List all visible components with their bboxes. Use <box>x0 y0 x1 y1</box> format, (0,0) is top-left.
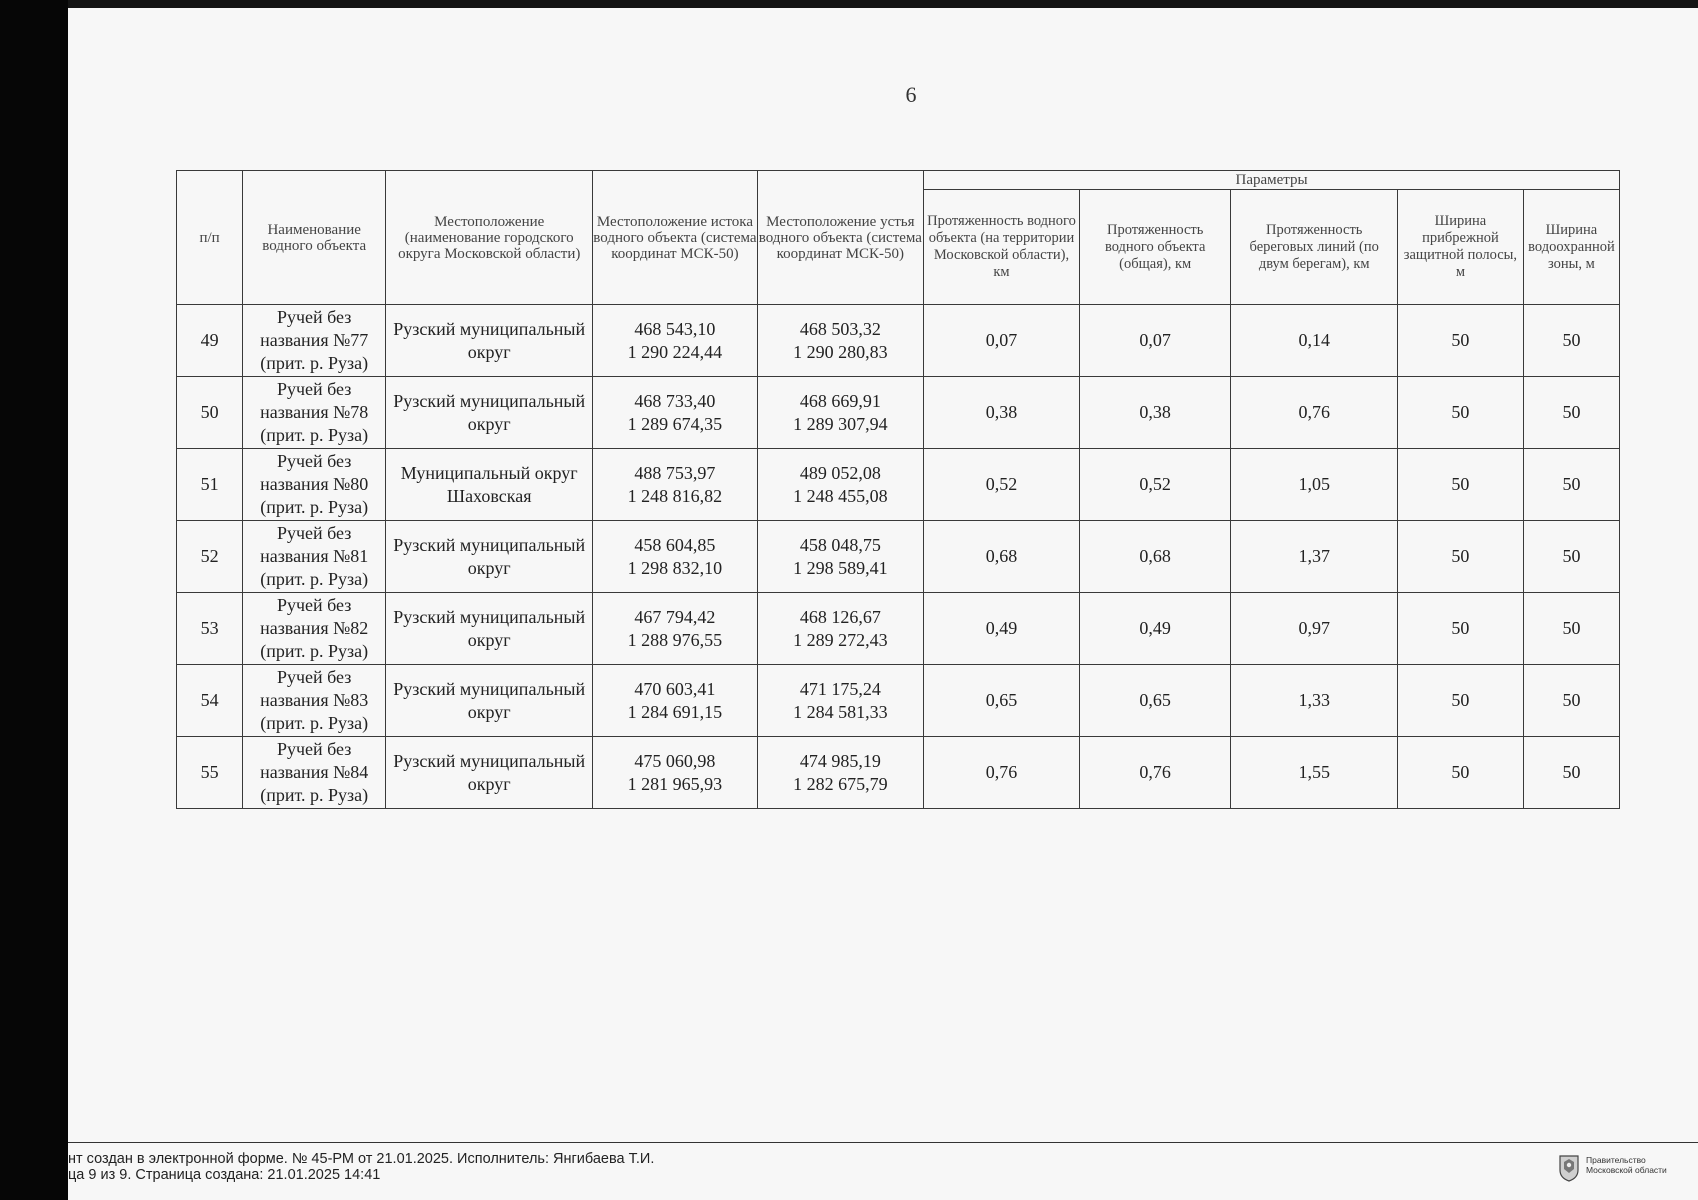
row-number: 54 <box>177 665 243 737</box>
source-y: 1 288 976,55 <box>627 629 723 650</box>
source-coordinates <box>593 593 757 665</box>
water-object-name: Ручей без названия №81 (прит. р. Руза) <box>243 521 386 593</box>
mouth-coordinates <box>757 377 924 449</box>
mouth-y: 1 282 675,79 <box>793 773 888 794</box>
header-name: Наименование водного объекта <box>243 171 386 305</box>
mouth-x: 468 503,32 <box>799 318 881 339</box>
length-total: 0,76 <box>1079 737 1231 809</box>
mouth-coordinates <box>757 449 924 521</box>
source-coordinates <box>593 449 757 521</box>
buffer-width: 50 <box>1397 593 1523 665</box>
length-mo: 0,07 <box>924 305 1080 377</box>
header-parameters-group: Параметры <box>924 171 1620 190</box>
zone-width: 50 <box>1523 305 1619 377</box>
header-zone-width: Ширина водоохранной зоны, м <box>1523 190 1619 305</box>
header-shore-length: Протяженность береговых линий (по двум берегам), км <box>1231 190 1398 305</box>
length-mo: 0,38 <box>924 377 1080 449</box>
water-object-name: Ручей без названия №80 (прит. р. Руза) <box>243 449 386 521</box>
mouth-y: 1 298 589,41 <box>793 557 888 578</box>
mouth-x: 458 048,75 <box>799 534 881 555</box>
zone-width: 50 <box>1523 377 1619 449</box>
source-x: 488 753,97 <box>634 462 716 483</box>
scan-top-edge <box>0 0 1698 8</box>
length-mo: 0,76 <box>924 737 1080 809</box>
length-total: 0,52 <box>1079 449 1231 521</box>
water-object-name: Ручей без названия №77 (прит. р. Руза) <box>243 305 386 377</box>
source-coordinates <box>593 521 757 593</box>
source-coordinates <box>593 305 757 377</box>
water-object-name: Ручей без названия №78 (прит. р. Руза) <box>243 377 386 449</box>
footer-metadata <box>68 1151 1368 1183</box>
header-source: Местоположение истока водного объекта (система координат МСК-50) <box>593 171 757 305</box>
shore-length: 1,37 <box>1231 521 1398 593</box>
municipality: Рузский муниципальный округ <box>386 665 593 737</box>
zone-width: 50 <box>1523 593 1619 665</box>
source-y: 1 284 691,15 <box>627 701 723 722</box>
source-y: 1 281 965,93 <box>627 773 723 794</box>
length-total: 0,65 <box>1079 665 1231 737</box>
length-mo: 0,65 <box>924 665 1080 737</box>
row-number: 50 <box>177 377 243 449</box>
mouth-x: 468 126,67 <box>799 606 881 627</box>
source-x: 468 733,40 <box>634 390 716 411</box>
mouth-coordinates <box>757 665 924 737</box>
buffer-width: 50 <box>1397 665 1523 737</box>
table-row <box>177 593 1620 665</box>
water-object-name: Ручей без названия №82 (прит. р. Руза) <box>243 593 386 665</box>
shore-length: 1,33 <box>1231 665 1398 737</box>
municipality: Рузский муниципальный округ <box>386 377 593 449</box>
table-row <box>177 449 1620 521</box>
mouth-x: 474 985,19 <box>799 750 881 771</box>
row-number: 53 <box>177 593 243 665</box>
shore-length: 0,14 <box>1231 305 1398 377</box>
zone-width: 50 <box>1523 665 1619 737</box>
length-total: 0,07 <box>1079 305 1231 377</box>
mouth-y: 1 284 581,33 <box>793 701 888 722</box>
municipality: Рузский муниципальный округ <box>386 305 593 377</box>
buffer-width: 50 <box>1397 521 1523 593</box>
water-objects-table <box>176 170 1620 809</box>
row-number: 52 <box>177 521 243 593</box>
table-row <box>177 377 1620 449</box>
mouth-y: 1 289 272,43 <box>793 629 888 650</box>
scan-left-edge <box>0 0 68 1200</box>
municipality: Рузский муниципальный округ <box>386 521 593 593</box>
header-length-total: Протяженность водного объекта (общая), км <box>1079 190 1231 305</box>
length-mo: 0,68 <box>924 521 1080 593</box>
mouth-x: 471 175,24 <box>799 678 881 699</box>
coat-of-arms-icon <box>1558 1152 1580 1182</box>
source-x: 467 794,42 <box>634 606 716 627</box>
source-coordinates <box>593 737 757 809</box>
government-label <box>1586 1155 1698 1175</box>
length-total: 0,68 <box>1079 521 1231 593</box>
header-mouth: Местоположение устья водного объекта (система координат МСК-50) <box>757 171 924 305</box>
municipality: Рузский муниципальный округ <box>386 737 593 809</box>
municipality: Рузский муниципальный округ <box>386 593 593 665</box>
water-object-name: Ручей без названия №83 (прит. р. Руза) <box>243 665 386 737</box>
mouth-y: 1 289 307,94 <box>793 413 888 434</box>
row-number: 49 <box>177 305 243 377</box>
government-label-line-1: Правительство <box>1586 1155 1646 1165</box>
zone-width: 50 <box>1523 737 1619 809</box>
page-number: 6 <box>905 82 917 107</box>
footer-line-2: ца 9 из 9. Страница создана: 21.01.2025 14:41 <box>68 1167 381 1183</box>
header-location: Местоположение (наименование городского округа Московской области) <box>386 171 593 305</box>
mouth-x: 489 052,08 <box>799 462 881 483</box>
source-y: 1 289 674,35 <box>627 413 723 434</box>
source-coordinates <box>593 377 757 449</box>
length-total: 0,38 <box>1079 377 1231 449</box>
shore-length: 0,97 <box>1231 593 1398 665</box>
mouth-y: 1 248 455,08 <box>793 485 888 506</box>
source-coordinates <box>593 665 757 737</box>
source-x: 468 543,10 <box>634 318 716 339</box>
mouth-coordinates <box>757 737 924 809</box>
zone-width: 50 <box>1523 521 1619 593</box>
header-buffer-width: Ширина прибрежной защитной полосы, м <box>1397 190 1523 305</box>
buffer-width: 50 <box>1397 305 1523 377</box>
footer-line-1: нт создан в электронной форме. № 45-РМ от 21.01.2025. Исполнитель: Янгибаева Т.И. <box>68 1151 655 1167</box>
mouth-x: 468 669,91 <box>799 390 881 411</box>
shore-length: 1,55 <box>1231 737 1398 809</box>
buffer-width: 50 <box>1397 449 1523 521</box>
mouth-coordinates <box>757 305 924 377</box>
row-number: 51 <box>177 449 243 521</box>
table-row <box>177 737 1620 809</box>
zone-width: 50 <box>1523 449 1619 521</box>
table-row <box>177 521 1620 593</box>
header-num: п/п <box>177 171 243 305</box>
length-total: 0,49 <box>1079 593 1231 665</box>
mouth-coordinates <box>757 521 924 593</box>
length-mo: 0,52 <box>924 449 1080 521</box>
source-x: 475 060,98 <box>634 750 716 771</box>
buffer-width: 50 <box>1397 377 1523 449</box>
footer-divider <box>68 1142 1698 1143</box>
buffer-width: 50 <box>1397 737 1523 809</box>
municipality: Муниципальный округ Шаховская <box>386 449 593 521</box>
row-number: 55 <box>177 737 243 809</box>
table-row <box>177 665 1620 737</box>
water-object-name: Ручей без названия №84 (прит. р. Руза) <box>243 737 386 809</box>
mouth-y: 1 290 280,83 <box>793 341 888 362</box>
source-y: 1 248 816,82 <box>627 485 723 506</box>
source-y: 1 290 224,44 <box>627 341 723 362</box>
government-label-line-2: Московской области <box>1586 1165 1667 1175</box>
table-row <box>177 305 1620 377</box>
source-x: 470 603,41 <box>634 678 716 699</box>
source-x: 458 604,85 <box>634 534 716 555</box>
length-mo: 0,49 <box>924 593 1080 665</box>
source-y: 1 298 832,10 <box>627 557 723 578</box>
shore-length: 1,05 <box>1231 449 1398 521</box>
header-length-mo: Протяженность водного объекта (на территории Московской области), км <box>924 190 1080 305</box>
shore-length: 0,76 <box>1231 377 1398 449</box>
mouth-coordinates <box>757 593 924 665</box>
